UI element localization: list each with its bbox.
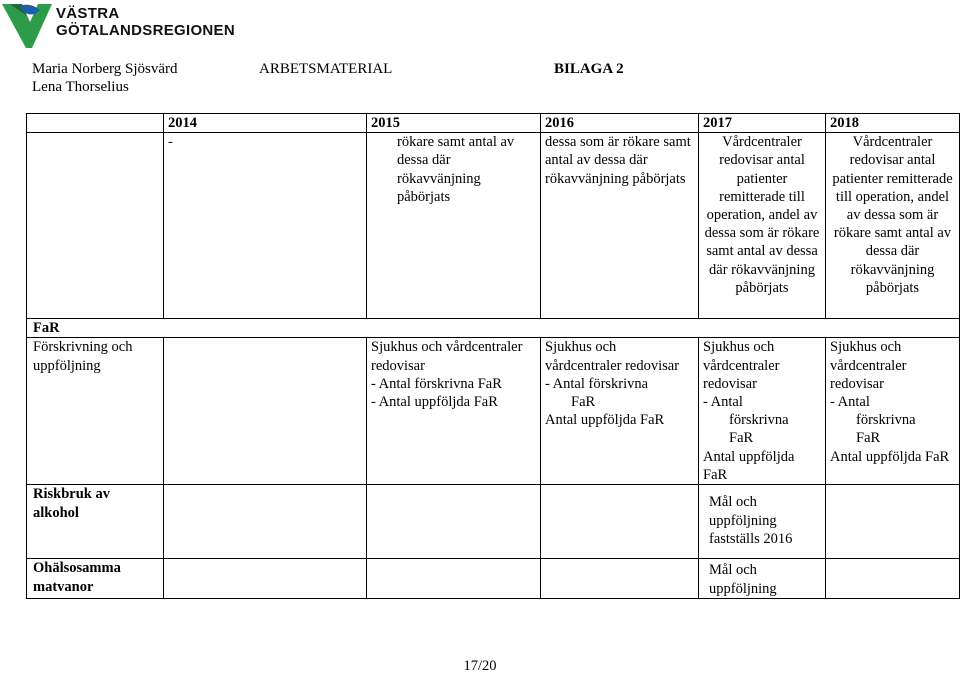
far-2018-text-b: förskrivna FaR [856, 412, 916, 447]
year-2015: 2015 [367, 114, 541, 133]
table-row [27, 485, 960, 559]
year-header-row [27, 114, 960, 133]
cell-2015: rökare samt antal av dessa där rökavvänjning påbörjats [367, 133, 541, 319]
far-2017-text-a: Sjukhus och vårdcentraler redovisar - Antal [703, 339, 780, 411]
far-cell-2017 [699, 338, 826, 485]
cell-2017: Vårdcentraler redovisar antal patienter remitterade till operation, andel av dessa som är rökare samt antal av dessa där rökavvänjning påbörjats [699, 133, 826, 319]
doc-type: ARBETSMATERIAL [259, 61, 393, 77]
diet-cell-2016 [541, 559, 699, 599]
alcohol-cell-2018 [826, 485, 960, 559]
page-number: 17/20 [463, 658, 497, 674]
diet-cell-2014 [164, 559, 367, 599]
far-cell-2016 [541, 338, 699, 485]
far-2016-text-c: Antal uppföljda FaR [545, 412, 665, 429]
plan-table [26, 113, 960, 599]
far-cell-2015: Sjukhus och vårdcentraler redovisar - Antal förskrivna FaR - Antal uppföljda FaR [367, 338, 541, 485]
far-2016-text-b: FaR [571, 394, 596, 411]
table-row [27, 338, 960, 485]
alcohol-cell-2014 [164, 485, 367, 559]
author-1: Maria Norberg Sjösvärd [32, 61, 178, 77]
year-2016: 2016 [541, 114, 699, 133]
row-label-empty [27, 133, 164, 319]
header-empty-cell [27, 114, 164, 133]
alcohol-cell-2016 [541, 485, 699, 559]
far-2017-text-c: Antal uppföljda FaR [703, 448, 795, 483]
year-2018: 2018 [826, 114, 960, 133]
cell-2014: - [164, 133, 367, 319]
diet-cell-2015 [367, 559, 541, 599]
far-cell-2018 [826, 338, 960, 485]
vgr-logo-mark-icon [0, 0, 56, 52]
far-2018-text-c: Antal uppföljda FaR [830, 448, 950, 465]
far-2016-text-a: Sjukhus och vårdcentraler redovisar - Antal förskrivna [545, 339, 680, 392]
table-row [27, 559, 960, 599]
vgr-logo [0, 0, 240, 52]
diet-cell-2018 [826, 559, 960, 599]
row-label-alcohol: Riskbruk av alkohol [27, 485, 164, 559]
logo-line-1: VÄSTRA [56, 5, 120, 22]
alcohol-cell-2017: Mål och uppföljning fastställs 2016 [699, 485, 826, 559]
cell-2016: dessa som är rökare samt antal av dessa där rökavvänjning påbörjats [541, 133, 699, 319]
year-2017: 2017 [699, 114, 826, 133]
row-label-diet: Ohälsosamma matvanor [27, 559, 164, 599]
diet-cell-2017: Mål och uppföljning [699, 559, 826, 599]
row-label-far: Förskrivning och uppföljning [27, 338, 164, 485]
logo-line-2: GÖTALANDSREGIONEN [56, 22, 235, 39]
far-heading: FaR [27, 319, 960, 338]
alcohol-cell-2015 [367, 485, 541, 559]
appendix-label: BILAGA 2 [554, 61, 624, 77]
far-cell-2014 [164, 338, 367, 485]
far-heading-row [27, 319, 960, 338]
year-2014: 2014 [164, 114, 367, 133]
far-2018-text-a: Sjukhus och vårdcentraler redovisar - Antal [830, 339, 907, 411]
table-row [27, 133, 960, 319]
author-2: Lena Thorselius [32, 79, 129, 95]
far-2017-text-b: förskrivna FaR [729, 412, 789, 447]
cell-2018: Vårdcentraler redovisar antal patienter remitterade till operation, andel av dessa som är rökare samt antal av dessa där rökavvänjning påbörjats [826, 133, 960, 319]
